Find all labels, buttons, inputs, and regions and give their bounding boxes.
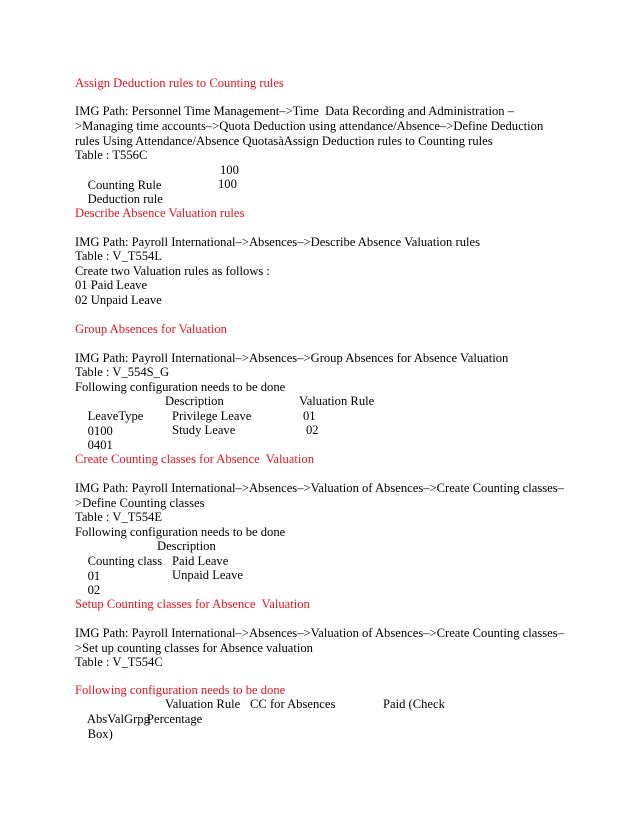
row-value: 100 — [220, 163, 239, 177]
img-path-line: >Set up counting classes for Absence valuation — [75, 641, 313, 655]
col-header-leavetype: LeaveType — [87, 408, 144, 423]
img-path-line: >Managing time accounts–>Quota Deduction using attendance/Absence–>Define Deduction — [75, 119, 544, 133]
col-header-valuation-rule: Valuation Rule — [165, 697, 241, 711]
intro-text: Following configuration needs to be done — [75, 380, 286, 394]
col-header-description: Description — [157, 539, 216, 553]
cell-description: Unpaid Leave — [172, 568, 243, 582]
row-value: 100 — [218, 177, 237, 191]
table-name: Table : V_T554L — [75, 249, 163, 263]
section-heading-assign-deduction-rules: Assign Deduction rules to Counting rules — [75, 76, 284, 90]
col-header-box: Box) — [87, 726, 113, 741]
img-path-line: IMG Path: Payroll International–>Absences–>Valuation of Absences–>Create Counting classes– — [75, 481, 564, 495]
img-path-line: rules Using Attendance/Absence QuotasàAssign Deduction rules to Counting rules — [75, 134, 493, 148]
img-path-line: IMG Path: Personnel Time Management–>Time Data Recording and Administration – — [75, 104, 514, 118]
table-name: Table : V_554S_G — [75, 365, 170, 379]
table-name: Table : T556C — [75, 148, 148, 162]
intro-text: Create two Valuation rules as follows : — [75, 264, 270, 278]
img-path-line: >Define Counting classes — [75, 496, 205, 510]
cell-valuation-rule: 01 — [303, 409, 316, 423]
cell-counting-class: 01 — [87, 568, 101, 583]
cell-valuation-rule: 02 — [306, 423, 319, 437]
section-heading-group-absences: Group Absences for Valuation — [75, 322, 227, 336]
col-header-absvalgrpg: AbsValGrpg — [86, 711, 150, 726]
row-label: Counting Rule — [87, 177, 162, 192]
img-path-line: IMG Path: Payroll International–>Absences–>Group Absences for Absence Valuation — [75, 351, 509, 365]
col-header-description: Description — [165, 394, 224, 408]
cell-description: Study Leave — [172, 423, 236, 437]
table-name: Table : V_T554E — [75, 510, 163, 524]
img-path-line: IMG Path: Payroll International–>Absences–>Valuation of Absences–>Create Counting classes– — [75, 626, 564, 640]
table-name: Table : V_T554C — [75, 655, 163, 669]
cell-description: Paid Leave — [172, 554, 229, 568]
cell-leavetype: 0100 — [87, 423, 113, 438]
section-heading-following-configuration: Following configuration needs to be done — [75, 683, 286, 697]
list-item: 02 Unpaid Leave — [75, 293, 162, 307]
row-label: Deduction rule — [87, 191, 163, 206]
col-header-paid-check: Paid (Check — [383, 697, 445, 711]
col-header-percentage: Percentage — [147, 712, 203, 726]
col-header-counting-class: Counting class — [87, 553, 163, 568]
section-heading-describe-absence-valuation: Describe Absence Valuation rules — [75, 206, 245, 220]
cell-leavetype: 0401 — [87, 437, 113, 452]
col-header-cc-for-absences: CC for Absences — [250, 697, 336, 711]
list-item: 01 Paid Leave — [75, 278, 148, 292]
img-path-line: IMG Path: Payroll International–>Absences–>Describe Absence Valuation rules — [75, 235, 480, 249]
cell-counting-class: 02 — [87, 582, 101, 597]
col-header-valuation-rule: Valuation Rule — [299, 394, 375, 408]
section-heading-create-counting-classes: Create Counting classes for Absence Valuation — [75, 452, 314, 466]
cell-description: Privilege Leave — [172, 409, 252, 423]
section-heading-setup-counting-classes: Setup Counting classes for Absence Valuation — [75, 597, 310, 611]
intro-text: Following configuration needs to be done — [75, 525, 286, 539]
